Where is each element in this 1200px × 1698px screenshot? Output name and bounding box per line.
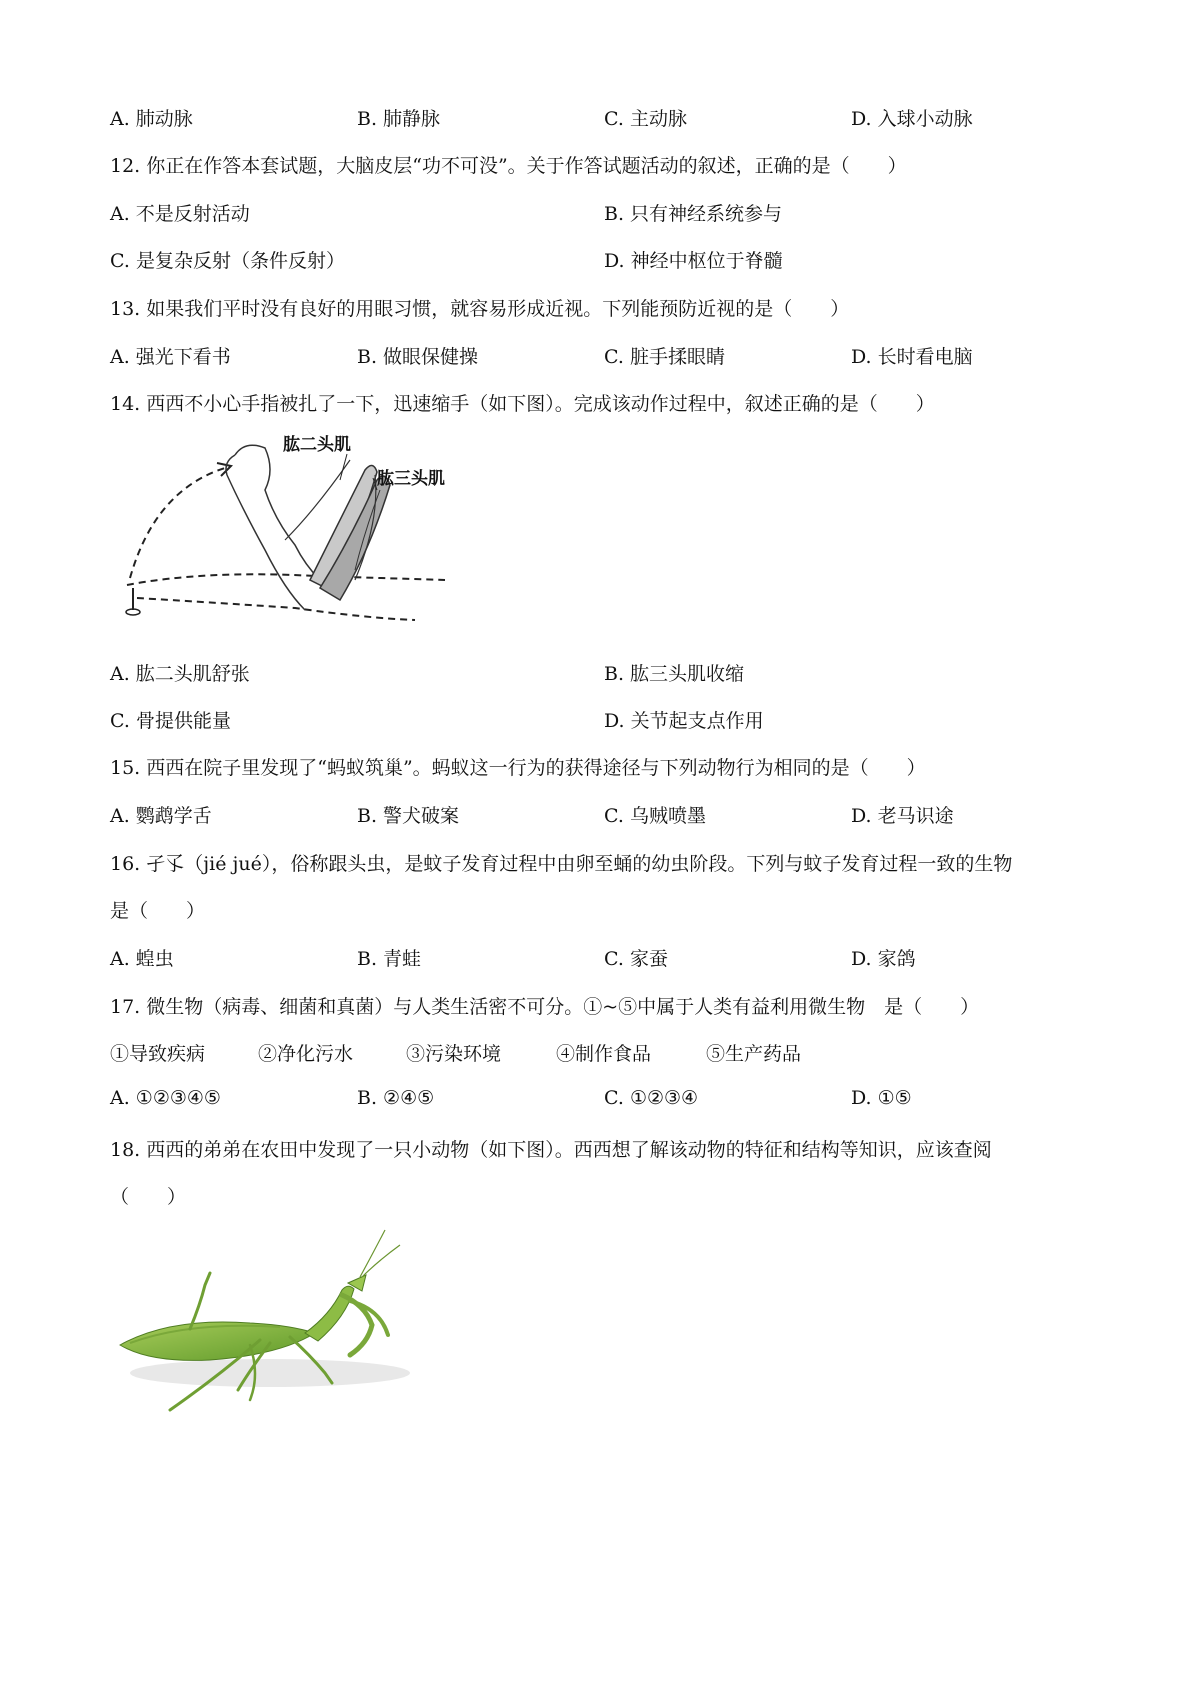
- q15-option-d: D. 老马识途: [851, 805, 954, 827]
- q16-option-d: D. 家鸽: [851, 948, 916, 970]
- q12-option-a: A. 不是反射活动: [110, 203, 250, 225]
- q13-option-a: A. 强光下看书: [110, 346, 231, 368]
- q17-item-2: ②净化污水: [258, 1043, 354, 1065]
- q14-stem: 14. 西西不小心手指被扎了一下，迅速缩手（如下图）。完成该动作过程中，叙述正确的是（ ）: [110, 393, 935, 415]
- q13-option-b: B. 做眼保健操: [357, 346, 479, 368]
- q17-item-1: ①导致疾病: [110, 1043, 206, 1065]
- q13-option-c: C. 脏手揉眼睛: [604, 346, 725, 368]
- q12-stem: 12. 你正在作答本套试题，大脑皮层“功不可没”。关于作答试题活动的叙述，正确的是（ ）: [110, 155, 907, 177]
- q16-stem-line1: 16. 孑孓（jié jué），俗称跟头虫，是蚊子发育过程中由卵至蛹的幼虫阶段。下列与蚊子发育过程一致的生物: [110, 853, 1013, 875]
- q16-stem-line2: 是（ ）: [110, 900, 206, 922]
- arm-muscle-figure: [115, 430, 505, 630]
- q12-option-d: D. 神经中枢位于脊髓: [604, 250, 783, 272]
- q16-option-a: A. 蝗虫: [110, 948, 174, 970]
- label-triceps: 肱三头肌: [377, 469, 445, 489]
- q17-item-5: ⑤生产药品: [706, 1043, 802, 1065]
- q14-option-b: B. 肱三头肌收缩: [604, 663, 745, 685]
- q15-option-a: A. 鹦鹉学舌: [110, 805, 212, 827]
- q17-item-3: ③污染环境: [406, 1043, 502, 1065]
- q17-option-b: B. ②④⑤: [357, 1087, 435, 1109]
- q12-option-c: C. 是复杂反射（条件反射）: [110, 250, 345, 272]
- label-biceps: 肱二头肌: [283, 435, 351, 455]
- q13-stem: 13. 如果我们平时没有良好的用眼习惯，就容易形成近视。下列能预防近视的是（ ）: [110, 298, 850, 320]
- q13-option-d: D. 长时看电脑: [851, 346, 973, 368]
- q14-option-c: C. 骨提供能量: [110, 710, 231, 732]
- mantis-photo: [110, 1225, 420, 1425]
- q18-stem-line2: （ ）: [110, 1186, 187, 1208]
- q11-option-c: C. 主动脉: [604, 108, 687, 130]
- q12-option-b: B. 只有神经系统参与: [604, 203, 783, 225]
- q17-option-c: C. ①②③④: [604, 1087, 699, 1109]
- q17-item-4: ④制作食品: [556, 1043, 652, 1065]
- q14-option-d: D. 关节起支点作用: [604, 710, 764, 732]
- q17-option-d: D. ①⑤: [851, 1087, 912, 1109]
- q15-option-c: C. 乌贼喷墨: [604, 805, 706, 827]
- q11-option-a: A. 肺动脉: [110, 108, 193, 130]
- q17-stem: 17. 微生物（病毒、细菌和真菌）与人类生活密不可分。①~⑤中属于人类有益利用微生物 是（ ）: [110, 996, 980, 1018]
- q16-option-c: C. 家蚕: [604, 948, 668, 970]
- q11-option-b: B. 肺静脉: [357, 108, 441, 130]
- q14-option-a: A. 肱二头肌舒张: [110, 663, 250, 685]
- q17-option-a: A. ①②③④⑤: [110, 1087, 221, 1109]
- q11-option-d: D. 入球小动脉: [851, 108, 973, 130]
- q15-stem: 15. 西西在院子里发现了“蚂蚁筑巢”。蚂蚁这一行为的获得途径与下列动物行为相同的是（ ）: [110, 757, 926, 779]
- q15-option-b: B. 警犬破案: [357, 805, 460, 827]
- q18-stem-line1: 18. 西西的弟弟在农田中发现了一只小动物（如下图）。西西想了解该动物的特征和结构等知识，应该查阅: [110, 1139, 992, 1161]
- q16-option-b: B. 青蛙: [357, 948, 422, 970]
